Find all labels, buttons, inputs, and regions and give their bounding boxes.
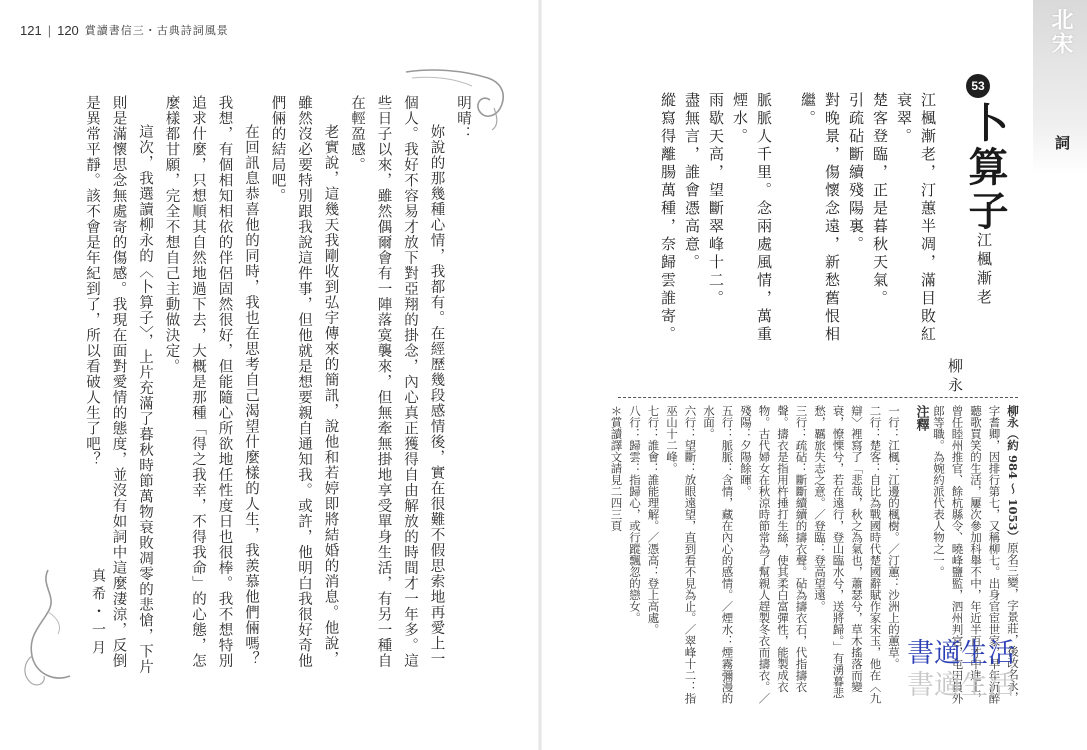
note-item: 六行：望斷：放眼遠望，直到看不見為止。／翠峰十二：指巫山十二峰。 [665,405,698,704]
note-item: 八行：歸雲：指歸心，或行蹤飄忽的戀女。 [628,405,642,624]
poem-line: 盡無言，誰會憑高意。 [683,92,701,272]
letter-body [86,95,476,675]
note-item: 五行：脈脈：含情，藏在內心的感情。／煙水：煙霧彌漫的水面。 [702,405,735,704]
poem-stanza-2 [656,92,776,352]
page-number-divider: | [47,22,52,38]
notes-heading: 注釋 [913,405,929,431]
notes-divider [618,397,1018,398]
letter-paragraph: 這次，我選讀柳永的〈卜算子〉，上片充滿了暮秋時節萬物衰敗凋零的悲愴，下片則是滿懷思念無處寄的傷感。我現在面對愛情的態度，並沒有如詞中這麼淒涼，反倒是異常平靜。該不會是年紀到了，所以看破人生了吧？ [84,95,153,675]
poem-stanza-1 [796,92,940,352]
page-number-121: 121 [20,22,42,38]
poem-author: 柳永 [946,358,964,396]
watermark-line-1: 書適生活 [907,638,1015,669]
chapter-tab [1033,0,1087,175]
poem-line: 縱寫得離腸萬種，奈歸雲誰寄。 [659,92,677,344]
author-bio-name: 柳永（約 984 ～ 1053） [1006,405,1020,543]
note-item: 七行：誰會：誰能理解。／憑高：登上高處。 [646,405,661,635]
poem-line: 引疏砧斷續殘陽裏。 [847,92,865,254]
note-item: 二行：楚客：自比為戰國時代楚國辭賦作家宋玉，他在〈九辯〉裡寫了「悲哉，秋之為氣也，蕭瑟兮，草木搖落而變衰，憭慄兮，若在遠行，登山臨水兮，送將歸。」有湧暮悲愁，羈旅失志之意。／登臨：登高望遠。 [813,405,883,704]
poem-line: 對晚景，傷懷念遠，新愁舊恨相繼。 [799,92,841,344]
poem-subtitle: 江楓漸老 [975,232,993,308]
letter-paragraph: 老實說，這幾天我剛收到弘宇傳來的簡訊，說他和若婷即將結婚的消息。他說，雖然沒必要特別跟我說這件事，但他就是想要親自通知我。或許，他明白我很好奇他們倆的結局吧。 [269,95,339,669]
left-page [0,0,540,750]
poem-line: 江楓漸老，汀蕙半凋，滿目敗紅衰翠。 [895,92,937,344]
note-item: 三行：疏砧：斷斷續續的擣衣聲。砧為擣衣石，代指擣衣聲。擣衣是指用杵捶打生絲，使其柔白富彈性，能製成衣物。古代婦女在秋涼時節常為了幫親人趕製冬衣而擣衣。／殘陽：夕陽餘暉。 [739,405,809,704]
chapter-tab-genre: 詞 [1054,134,1070,152]
poem-line: 雨歇天高，望斷翠峰十二。 [707,92,725,308]
page-header [20,22,229,38]
running-title: 賞讀書信三・古典詩詞風景 [84,24,229,37]
chapter-tab-era: 北宋 [1048,8,1074,56]
author-bio-text: 原名三變，字景莊，後改名永，字耆卿，因排行第七，又稱柳七。出身官宦世家，早年沉醉聽歌買笑的生活，屢次參加科舉不中，年近半百才中進士，曾任睦州推官、餘杭縣令、曉峰鹽監，泗州判官，屯田員外郎等職。為婉約派代表人物之一。 [932,405,1020,704]
letter-greeting: 明晴： [455,95,471,142]
note-item: 一行：江楓：江邊的楓樹。／汀蕙：沙洲上的蕙草。 [887,405,901,670]
watermark-line-2: 書適生活 [907,670,1015,701]
poem-line: 脈脈人千里。念兩處風情，萬重煙水。 [731,92,773,344]
poem-number-badge: 53 [966,74,990,98]
poem-title: 卜算子 [962,102,1009,234]
poem-text [659,92,940,352]
page-number-120: 120 [57,22,79,38]
letter-paragraph: 妳說的那幾種心情，我都有。在經歷幾段感情後，實在很難不假思索地再愛上一個人。我好不容易才放下對亞翔的掛念，內心真正獲得自由解放的時間才一年多。這些日子以來，雖然偶爾會有一陣落寞襲來，但無牽無掛地享受單身生活，有另一種自在輕盈感。 [349,95,445,669]
letter-signature: 真希・一月 [90,568,106,658]
note-footer: ＊賞讀譯文請見二四三頁 [609,405,624,532]
watermark-logo [907,638,1057,702]
bottom-flourish-ornament [18,566,78,694]
letter-paragraph: 在回訊息恭喜他的同時，我也在思考自己渴望什麼樣的人生，我羨慕他們倆嗎？我想，有個相知相依的伴侶固然很好，但能隨心所欲地任性度日也很棒。我不想特別追求什麼，只想順其自然地過下去，大概是那種「得之我幸，不得我命」的心態，怎麼樣都甘願，完全不想自己主動做決定。 [163,95,259,669]
poem-line: 楚客登臨，正是暮秋天氣。 [871,92,889,308]
right-page [540,0,1087,750]
